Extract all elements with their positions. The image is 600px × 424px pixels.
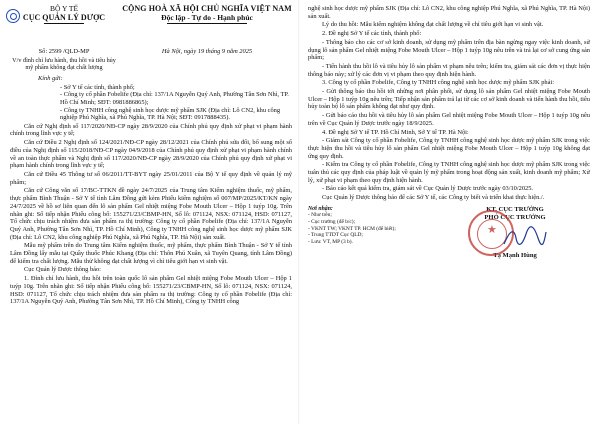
signer-position: PHÓ CỤC TRƯỞNG <box>484 213 546 221</box>
body-paragraph: nghệ sinh học dược mỹ phẩm SJK (Địa chỉ: Lô CN2, khu công nghiệp Phú Nghĩa, xã Phú Nghĩa, TP. Hà Nội) sản xuất. <box>308 5 590 20</box>
page-right <box>300 0 600 424</box>
recipient-item: - Sở Y tế các tỉnh, thành phố; <box>60 83 135 91</box>
recipients-footer-item: - Trung TTDT Cục QLD; <box>308 232 363 239</box>
place-date: Hà Nội, ngày 19 tháng 9 năm 2025 <box>161 48 253 55</box>
salutation: Kính gửi: <box>38 74 63 82</box>
divider <box>44 23 84 24</box>
signature-block <box>308 206 590 260</box>
body-paragraph: Mẫu mỹ phẩm trên do Trung tâm Kiểm nghiệm thuốc, mỹ phẩm, thực phẩm Bình Thuận - Sở Y tế tỉnh Lâm Đồng lấy mẫu tại Quầy thuốc Phúc Khang (Địa chỉ: Thôn Phú Xuân, xã Tuyên Quang, tỉnh Lâm Đồng) để kiểm tra chất lượng. Mẫu thử không đạt chất lượng vì chỉ tiêu giới hạn vi sinh vật. <box>10 242 292 265</box>
star-icon: ★ <box>487 223 497 236</box>
body-paragraph: Cục Quản lý Dược thông báo để các Sở Y tế, các Công ty biết và triển khai thực hiện./. <box>322 194 545 202</box>
body-paragraph: - Báo cáo kết quả kiểm tra, giám sát về Cục Quản lý Dược trước ngày 03/10/2025. <box>322 185 534 193</box>
recipients-footer-item: - Cục trưởng (để b/c); <box>308 219 356 226</box>
recipient-list <box>60 84 292 122</box>
body-paragraph: Căn cứ Điều 45 Thông tư số 06/2011/TT-BYT ngày 25/01/2011 của Bộ Y tế quy định về quản lý mỹ phẩm; <box>10 171 292 186</box>
body-paragraph: Cục Quản lý Dược thông báo: <box>24 266 101 274</box>
body-paragraph: Căn cứ Điều 2 Nghị định số 124/2021/NĐ-CP ngày 28/12/2021 của Chính phủ sửa đổi, bổ sung một số điều của Nghị định số 115/2018/NĐ-CP ngày 04/9/2018 của Chính phủ quy định xử phạt vi phạm hành chính về an toàn thực phẩm và Nghị định số 117/2020/NĐ-CP ngày 28/9/2020 của Chính phủ quy định xử phạt vi phạm hành chính trong lĩnh vực y tế; <box>10 139 292 170</box>
doc-number: Số: 2599 /QLD-MP <box>38 48 90 55</box>
issuer-block <box>10 4 118 24</box>
body-paragraph: - Giám sát Công ty cổ phần Fobelife, Công ty TNHH công nghệ sinh học dược mỹ phẩm SJK trong việc thực hiện thu hồi và tiêu hủy lô sản phẩm Gel nhiệt miệng Fobe Mouth Ulcer – Hộp 1 tuýp 10g không đạt ứng quy định. <box>308 137 590 160</box>
divider <box>167 23 247 24</box>
body-paragraph: Căn cứ Công văn số 17/BC-TTKN đề ngày 24/7/2025 của Trung tâm Kiểm nghiệm thuốc, mỹ phẩm, thực phẩm Bình Thuận - Sở Y tế tỉnh Lâm Đồng gửi kèm Phiếu kiểm nghiệm số 007/MP/2025/KT/KN ngày 24/7/2025 về hồ sơ liên quan đến lô sản phẩm Gel nhiệt miệng Fobe Mouth Ulcer – Hộp 1 tuýp 10g. Trên nhãn ghi: Số tiếp nhận Phiếu công bố: 155271/23/CBMP-HN, Số lô: 071124, NSX: 071124, HSD: 071127, Tổ chức chịu trách nhiệm đưa sản phẩm ra thị trường: Công ty cổ phần Fobelife (Địa chỉ: 137/1A Nguyễn Quý Anh, Phường Tân Sơn Nhì, TP. Hồ Chí Minh), Công ty TNHH công nghệ sinh học dược mỹ phẩm SJK (Địa chỉ: Lô CN2, khu công nghiệp Phú Nghĩa, xã Phú Nghĩa, TP. Hà Nội) sản xuất. <box>10 187 292 241</box>
nation-block <box>122 4 292 24</box>
body-paragraph: Lý do thu hồi: Mẫu kiểm nghiệm không đạt chất lượng về chỉ tiêu giới hạn vi sinh vật. <box>322 21 544 29</box>
body-paragraph: - Gửi báo cáo thu hồi và tiêu hủy lô sản phẩm Gel nhiệt miệng Fobe Mouth Ulcer – Hộp 1 tuýp 10g nêu trên về Cục Quản lý Dược trước ngày 18/9/2025. <box>308 112 590 127</box>
signer-title: KT. CỤC TRƯỞNG <box>486 205 544 213</box>
recipients-footer <box>308 206 418 260</box>
recipient-item: - Công ty cổ phần Fobelife (Địa chỉ: 137/1A Nguyễn Quý Anh, Phường Tân Sơn Nhì, TP. Hồ Chí Minh; SĐT: 0981886865); <box>60 91 289 106</box>
nation-title: CỘNG HOÀ XÃ HỘI CHỦ NGHĨA VIỆT NAM <box>122 4 292 13</box>
body-paragraph: 4. Đề nghị Sở Y tế TP. Hồ Chí Minh, Sở Y tế TP. Hà Nội: <box>322 128 469 136</box>
signature-icon <box>502 224 548 250</box>
doc-subject: V/v đình chỉ lưu hành, thu hồi và tiêu hủy mỹ phẩm không đạt chất lượng <box>12 57 116 72</box>
body-paragraph: - Tiến hành thu hồi lô và tiêu hủy lô sản phẩm vi phạm nêu trên; kiểm tra, giám sát các đơn vị thực hiện thông báo này; xử lý các đơn vị vi phạm theo quy định hiện hành. <box>308 62 590 78</box>
document-header <box>10 4 292 48</box>
recipients-footer-item: - VKNT TW; VKNT TP. HCM (để biết); <box>308 225 396 232</box>
agency-name: CỤC QUẢN LÝ DƯỢC <box>22 13 106 22</box>
body-left <box>10 123 292 306</box>
body-paragraph: 3. Công ty cổ phần Fobelife, Công ty TNHH công nghệ sinh học dược mỹ phẩm SJK phải: <box>322 79 554 87</box>
motto: Độc lập - Tự do - Hạnh phúc <box>161 13 253 22</box>
body-paragraph: 2. Đề nghị Sở Y tế các tỉnh, thành phố: <box>322 30 422 38</box>
body-paragraph: - Kiểm tra Công ty cổ phần Fobelife, Công ty TNHH công nghệ sinh học dược mỹ phẩm SJK trong việc tuân thủ các quy định của pháp luật về quản lý mỹ phẩm trong hoạt động sản xuất, kinh doanh mỹ phẩm; Xử lý, xử phạt vi phạm theo quy định hiện hành. <box>308 161 590 184</box>
body-paragraph: Căn cứ Nghị định số 117/2020/NĐ-CP ngày 28/9/2020 của Chính phủ quy định xử phạt vi phạm hành chính trong lĩnh vực y tế; <box>10 122 292 138</box>
number-date-row <box>10 48 292 56</box>
recipients-footer-item: - Lưu: VT, MP (3 b). <box>308 238 353 245</box>
recipients-footer-title: Nơi nhận: <box>308 205 333 212</box>
recipient-item: - Công ty TNHH công nghệ sinh học dược mỹ phẩm SJK (Địa chỉ: Lô CN2, khu công nghiệp Phú Nghĩa, xã Phú Nghĩa, TP. Hà Nội; SĐT: 0917888435). <box>60 106 281 122</box>
body-paragraph: - Thông báo cho các cơ sở kinh doanh, sử dụng mỹ phẩm trên địa bàn ngừng ngay việc kinh doanh, sử dụng lô sản phẩm Gel nhiệt miệng Fobe Mouth Ulcer – Hộp 1 tuýp 10g nêu trên và trả lại cơ sở cung ứng sản phẩm; <box>308 38 590 62</box>
recipients-footer-item: - Như trên; <box>308 212 332 219</box>
received-stamp-icon <box>6 9 20 23</box>
body-right <box>308 5 590 202</box>
body-paragraph: - Gửi thông báo thu hồi tới những nơi phân phối, sử dụng lô sản phẩm Gel nhiệt miệng Fobe Mouth Ulcer – Hộp 1 tuýp 10g nêu trên; Tiếp nhận sản phẩm trả lại từ các cơ sở kinh doanh và tiến hành thu hồi, tiêu hủy toàn bộ lô sản phẩm không đạt như quy định. <box>308 88 590 111</box>
body-paragraph: 1. Đình chỉ lưu hành, thu hồi trên toàn quốc lô sản phẩm Gel nhiệt miệng Fobe Mouth Ulcer – Hộp 1 tuýp 10g. Trên nhãn ghi: Số tiếp nhận Phiếu công bố: 155271/23/CBMP-HN, Số lô: 071124, NSX: 071124, HSD: 071127, Tổ chức chịu trách nhiệm đưa sản phẩm ra thị trường: Công ty cổ phần Fobelife (Địa chỉ: 137/1A Nguyễn Quý Anh, Phường Tân Sơn Nhì, TP. Hồ Chí Minh), Công ty TNHH công <box>10 275 292 306</box>
signer <box>440 206 590 260</box>
ministry-name: BỘ Y TẾ <box>49 4 79 13</box>
signer-name: Tạ Mạnh Hùng <box>493 251 537 259</box>
